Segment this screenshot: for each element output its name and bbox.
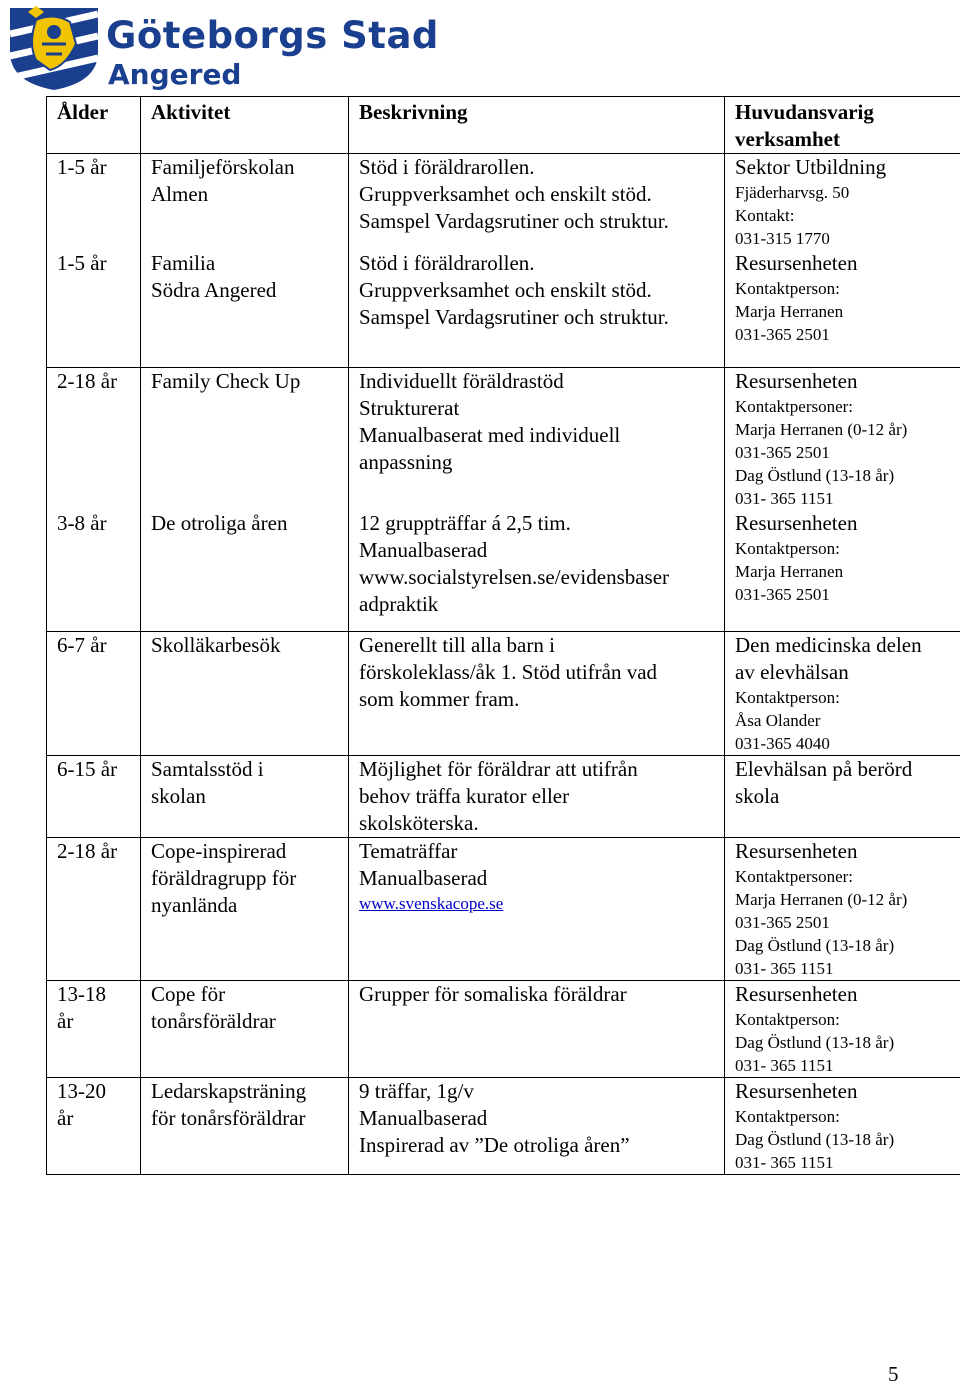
cell-activity: Familjeförskolan Almen <box>141 154 349 251</box>
cell-age: 2-18 år <box>47 838 141 981</box>
table-header-row <box>47 97 960 154</box>
table-row <box>47 632 960 756</box>
org-district: Angered <box>108 58 241 91</box>
goteborg-crest-logo <box>6 4 102 92</box>
cell-responsible: Resursenheten Kontaktpersoner: Marja Herranen (0-12 år) 031-365 2501 Dag Östlund (13-18 år) 031- 365 1151 <box>725 838 960 981</box>
cell-age: 2-18 år <box>47 367 141 510</box>
table-row <box>47 981 960 1078</box>
table-row <box>47 154 960 251</box>
header-activity: Aktivitet <box>141 97 349 154</box>
cell-description: Stöd i föräldrarollen. Gruppverksamhet och enskilt stöd. Samspel Vardagsrutiner och struktur. <box>349 154 725 251</box>
cell-age: 6-15 år <box>47 756 141 838</box>
header-age: Ålder <box>47 97 141 154</box>
table-row <box>47 510 960 632</box>
cell-description: Tematräffar Manualbaserad www.svenskacope.se <box>349 838 725 981</box>
cell-description: Möjlighet för föräldrar att utifrån behov träffa kurator eller skolsköterska. <box>349 756 725 838</box>
cell-description: Individuellt föräldrastöd Strukturerat Manualbaserat med individuell anpassning <box>349 367 725 510</box>
table-row <box>47 1078 960 1175</box>
cell-age: 13-20 år <box>47 1078 141 1175</box>
header-description: Beskrivning <box>349 97 725 154</box>
cell-description: Stöd i föräldrarollen. Gruppverksamhet och enskilt stöd. Samspel Vardagsrutiner och struktur. <box>349 250 725 367</box>
cell-description: 9 träffar, 1g/v Manualbaserad Inspirerad av ”De otroliga åren” <box>349 1078 725 1175</box>
cell-responsible: Resursenheten Kontaktperson: Marja Herranen 031-365 2501 <box>725 250 960 367</box>
header-responsible: Huvudansvarig verksamhet <box>725 97 960 154</box>
cell-description: Grupper för somaliska föräldrar <box>349 981 725 1078</box>
cell-activity: Samtalsstöd i skolan <box>141 756 349 838</box>
cell-responsible: Resursenheten Kontaktpersoner: Marja Herranen (0-12 år) 031-365 2501 Dag Östlund (13-18 år) 031- 365 1151 <box>725 367 960 510</box>
table-row <box>47 367 960 510</box>
cell-responsible: Den medicinska delen av elevhälsan Kontaktperson: Åsa Olander 031-365 4040 <box>725 632 960 756</box>
cell-activity: De otroliga åren <box>141 510 349 632</box>
org-name: Göteborgs Stad <box>106 14 439 57</box>
cell-responsible: Sektor Utbildning Fjäderharvsg. 50 Kontakt: 031-315 1770 <box>725 154 960 251</box>
page-number: 5 <box>888 1362 899 1387</box>
cell-responsible: Resursenheten Kontaktperson: Dag Östlund (13-18 år) 031- 365 1151 <box>725 981 960 1078</box>
cell-age: 1-5 år <box>47 154 141 251</box>
svenskacope-link[interactable]: www.svenskacope.se <box>359 892 724 915</box>
cell-age: 6-7 år <box>47 632 141 756</box>
cell-age: 3-8 år <box>47 510 141 632</box>
cell-responsible: Resursenheten Kontaktperson: Dag Östlund (13-18 år) 031- 365 1151 <box>725 1078 960 1175</box>
cell-activity: Family Check Up <box>141 367 349 510</box>
table-row <box>47 756 960 838</box>
cell-description: Generellt till alla barn i förskoleklass/åk 1. Stöd utifrån vad som kommer fram. <box>349 632 725 756</box>
cell-responsible: Elevhälsan på berörd skola <box>725 756 960 838</box>
cell-age: 13-18 år <box>47 981 141 1078</box>
cell-age: 1-5 år <box>47 250 141 367</box>
cell-activity: Familia Södra Angered <box>141 250 349 367</box>
cell-responsible: Resursenheten Kontaktperson: Marja Herranen 031-365 2501 <box>725 510 960 632</box>
cell-activity: Skolläkarbesök <box>141 632 349 756</box>
activities-table <box>46 96 960 1175</box>
cell-activity: Ledarskapsträning för tonårsföräldrar <box>141 1078 349 1175</box>
cell-activity: Cope-inspirerad föräldragrupp för nyanlända <box>141 838 349 981</box>
cell-activity: Cope för tonårsföräldrar <box>141 981 349 1078</box>
table-row <box>47 838 960 981</box>
cell-description: 12 gruppträffar á 2,5 tim. Manualbaserad www.socialstyrelsen.se/evidensbaser adpraktik <box>349 510 725 632</box>
table-row <box>47 250 960 367</box>
